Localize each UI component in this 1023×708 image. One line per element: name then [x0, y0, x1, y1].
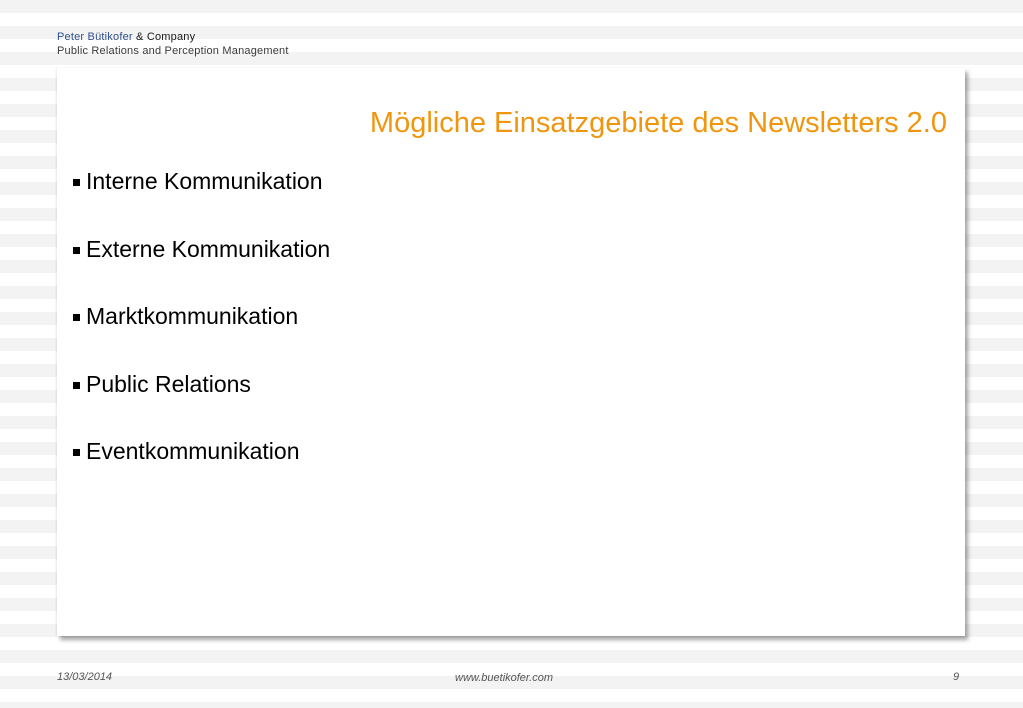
square-bullet-icon: [73, 382, 80, 389]
bullet-list: [73, 166, 330, 504]
square-bullet-icon: [73, 314, 80, 321]
bullet-item: [73, 436, 330, 504]
company-name: Peter Bütikofer: [57, 31, 133, 43]
bullet-item: [73, 234, 330, 302]
footer-page-number: 9: [953, 671, 960, 683]
square-bullet-icon: [73, 179, 80, 186]
bullet-text: Externe Kommunikation: [86, 235, 331, 262]
bullet-text: Marktkommunikation: [86, 303, 299, 329]
bullet-text: Interne Kommunikation: [86, 168, 323, 194]
square-bullet-icon: [73, 247, 80, 254]
bullet-text: Eventkommunikation: [86, 438, 300, 464]
slide-title: Mögliche Einsatzgebiete des Newsletters 2.0: [369, 107, 947, 139]
company-header: [57, 30, 289, 58]
company-tagline: Public Relations and Perception Management: [57, 45, 289, 57]
company-suffix: & Company: [132, 31, 196, 43]
footer-date: 13/03/2014: [57, 671, 113, 683]
slide-panel: [57, 68, 965, 636]
bullet-item: [73, 166, 330, 234]
square-bullet-icon: [73, 449, 80, 456]
bullet-item: [73, 301, 330, 369]
footer-url: www.buetikofer.com: [455, 672, 554, 684]
company-line: [57, 30, 289, 44]
bullet-text: Public Relations: [86, 370, 251, 397]
bullet-item: [73, 369, 330, 437]
